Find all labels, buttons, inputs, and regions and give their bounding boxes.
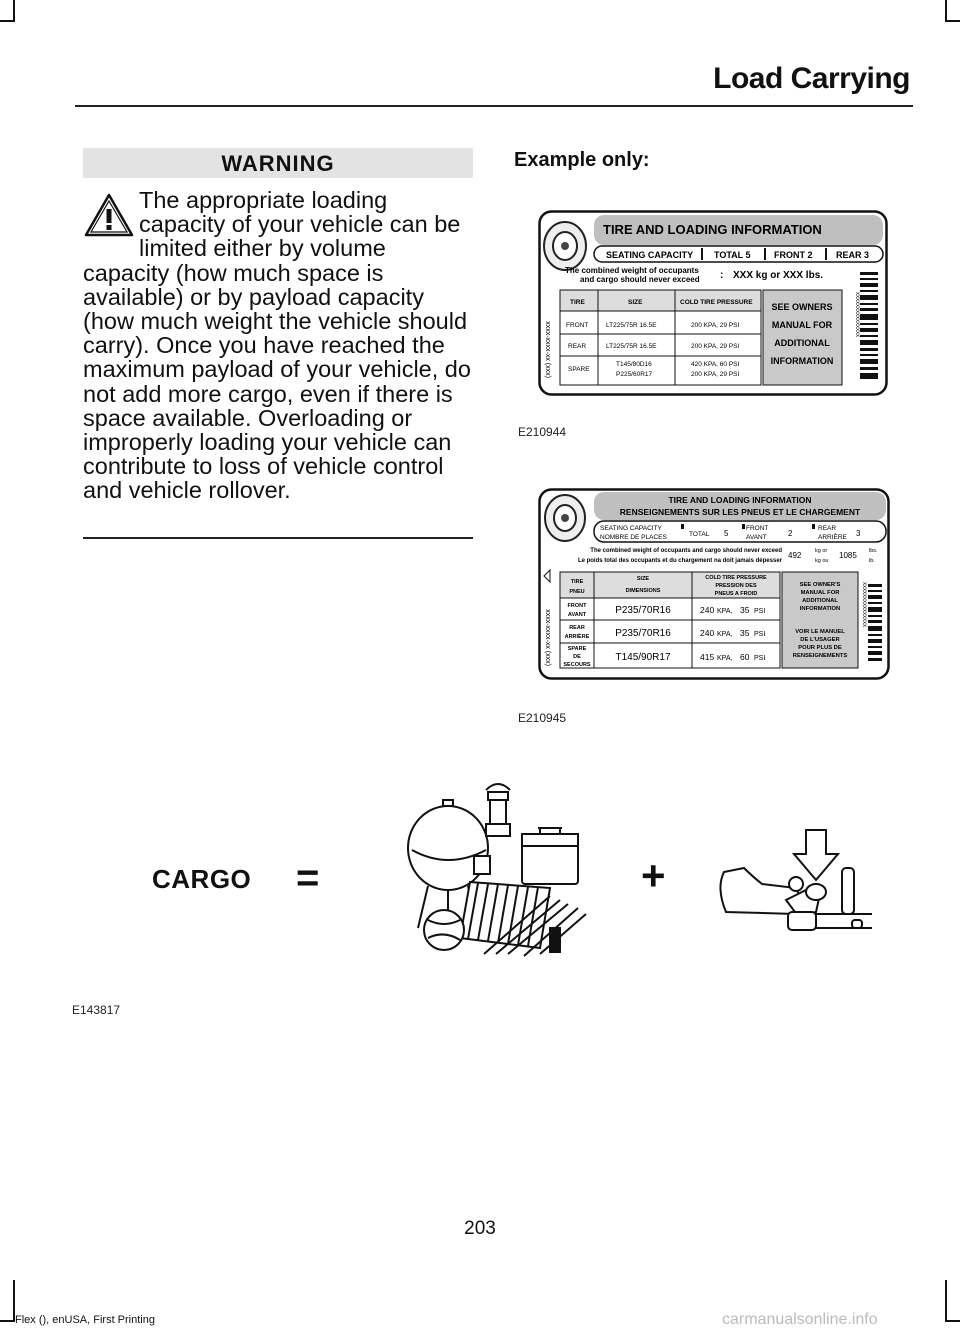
label1-combined-2: and cargo should never exceed [580, 275, 700, 284]
label2-combined-2: Le poids total des occupants et du chargement na doit jamais dépesser [577, 558, 782, 564]
label2-row-psi-unit: PSI [754, 655, 766, 662]
label2-lbs-1: lbs. [869, 548, 878, 554]
label2-row-kpa-unit: KPA, [717, 655, 733, 662]
label2-seating-1: SEATING CAPACITY [600, 525, 662, 532]
label2-row-tire: ARRIÈRE [564, 634, 590, 640]
watermark[interactable]: carmanualsonline.info [722, 1311, 878, 1328]
tire-icon [544, 222, 586, 270]
label2-head-size: DIMENSIONS [625, 588, 661, 594]
crop-mark [945, 0, 947, 22]
label2-row-psi: 35 [740, 628, 750, 638]
label1-rear: REAR 3 [836, 250, 870, 260]
warning-triangle-icon [83, 192, 135, 238]
label2-row-psi: 60 [740, 652, 750, 662]
label1-row-pressure: 420 KPA, 60 PSI [691, 361, 740, 368]
label2-see: INFORMATION [799, 606, 841, 612]
grill-grate-icon [460, 882, 550, 948]
label1-row-pressure: 200 KPA, 29 PSI [691, 371, 740, 378]
example-heading: Example only: [514, 149, 650, 171]
camping-gear-illustration [400, 778, 600, 960]
ball-icon [424, 910, 464, 950]
label2-kg-2: kg ou [815, 558, 829, 564]
label2-title-1: TIRE AND LOADING INFORMATION [668, 495, 812, 505]
label1-row-tire: SPARE [568, 366, 590, 373]
label2-kg: 492 [788, 551, 802, 560]
warning-text: The appropriate loading capacity of your vehicle can be limited either by volume capacity (how much space is available) or by payload capacity (how much weight the vehicle should carry). Once you have reached the maximum payload of your vehicle, do not add more cargo, even if there is space available. Overloading or improperly loading your vehicle can contribute to loss of vehicle control and vehicle rollover. [83, 187, 471, 504]
label2-row-tire: FRONT [567, 603, 587, 609]
label2-see: ADDITIONAL [802, 598, 838, 604]
label2-right-code: xxxxxxxxxxxxxxx [861, 582, 867, 627]
label2-lbs-2: lb. [869, 558, 875, 564]
cargo-word: CARGO [152, 864, 252, 894]
crop-mark [945, 1320, 960, 1322]
crop-mark [945, 20, 960, 22]
crop-mark [0, 20, 15, 22]
label1-right-code: xxxxxxxxxxxxxxx [854, 292, 860, 337]
label2-front-2: AVANT [746, 534, 767, 541]
label1-seating: SEATING CAPACITY [606, 250, 694, 260]
cooler-icon [522, 828, 578, 884]
label2-row-tire: SPARE [567, 646, 587, 652]
label1-head-pressure: COLD TIRE PRESSURE [680, 299, 753, 306]
label1-front: FRONT 2 [774, 250, 813, 260]
label1-row-tire: REAR [568, 343, 587, 350]
lantern-icon [486, 784, 510, 836]
label2-head-tire: TIRE [570, 579, 584, 585]
crop-mark [13, 0, 15, 22]
equals-sign: = [296, 856, 320, 900]
down-arrow-icon [794, 830, 838, 880]
label2-head-tire: PNEU [569, 589, 585, 595]
label2-row-psi-unit: PSI [754, 631, 766, 638]
label2-row-tire: DE [573, 654, 581, 660]
label1-row-pressure: 200 KPA, 29 PSI [691, 343, 740, 350]
label2-front-1: FRONT [746, 525, 769, 532]
label2-row-size: T145/90R17 [615, 652, 671, 663]
label2-combined-1: The combined weight of occupants and cargo should never exceed [590, 548, 782, 554]
label2-rear-value: 3 [856, 529, 861, 538]
label2-row-kpa-unit: KPA, [717, 608, 733, 615]
label2-total: TOTAL [689, 531, 710, 538]
passengers-seat-illustration [716, 828, 872, 944]
label2-row-size: P235/70R16 [615, 605, 671, 616]
label2-row-tire: REAR [569, 625, 585, 631]
label2-row-size: P235/70R16 [615, 628, 671, 639]
label2-voir: VOIR LE MANUEL [795, 629, 845, 635]
header-divider [75, 105, 913, 107]
label2-lbs: 1085 [839, 551, 857, 560]
label2-row-psi: 35 [740, 605, 750, 615]
label2-row-kpa: 240 [700, 628, 715, 638]
tire-icon [545, 495, 585, 541]
label1-colon: : [720, 270, 724, 281]
tire-loading-label-2 [538, 488, 890, 680]
warning-heading: WARNING [83, 148, 473, 178]
image-code: E143817 [72, 1003, 121, 1017]
label1-row-size: T145/80D16 [616, 361, 652, 368]
label2-head-pressure: PNEUS A FROID [714, 591, 758, 597]
image-code: E210944 [518, 425, 567, 439]
warning-divider [83, 537, 473, 539]
label2-total-value: 5 [724, 529, 729, 538]
crop-mark [945, 1280, 947, 1322]
label2-row-kpa: 415 [700, 652, 715, 662]
label1-total: TOTAL 5 [714, 250, 751, 260]
label2-voir: POUR PLUS DE [798, 645, 842, 651]
label2-head-pressure: PRESSION DES [715, 583, 757, 589]
label1-row-size: P225/60R17 [616, 371, 653, 378]
page-title: Load Carrying [713, 62, 910, 95]
label1-head-tire: TIRE [570, 299, 585, 306]
person-icon [786, 877, 826, 930]
label1-see: INFORMATION [770, 356, 834, 366]
label2-head-size: SIZE [636, 576, 650, 582]
label2-title-2: RENSEIGNEMENTS SUR LES PNEUS ET LE CHARGEMENT [619, 507, 861, 517]
label2-rear-2: ARRIÈRE [818, 534, 847, 541]
label1-head-size: SIZE [628, 299, 643, 306]
image-code: E210945 [518, 711, 567, 725]
label2-row-psi-unit: PSI [754, 608, 766, 615]
label2-seating-2: NOMBRE DE PLACES [600, 534, 667, 541]
label2-side-code: (xxx) xx-xxxx-xxxx [545, 609, 552, 666]
label1-title: TIRE AND LOADING INFORMATION [603, 222, 822, 237]
label1-row-pressure: 200 KPA, 29 PSI [691, 322, 740, 329]
label1-row-tire: FRONT [566, 322, 589, 329]
label2-kg-1: kg or [815, 548, 828, 554]
label2-voir: DE L'USAGER [800, 637, 840, 643]
label2-see: SEE OWNER'S [799, 582, 841, 588]
label2-head-pressure: COLD TIRE PRESSURE [705, 575, 767, 581]
tire-loading-label-1 [538, 210, 888, 396]
label2-row-tire: SECOURS [563, 662, 591, 668]
crop-mark [0, 1320, 15, 1322]
label2-row-tire: AVANT [567, 612, 587, 618]
label2-row-kpa-unit: KPA, [717, 631, 733, 638]
page-number: 203 [464, 1218, 496, 1239]
label2-rear-1: REAR [818, 525, 837, 532]
label1-see: ADDITIONAL [774, 338, 830, 348]
warning-body [83, 188, 475, 503]
label2-front-value: 2 [788, 529, 793, 538]
label1-weight: XXX kg or XXX lbs. [733, 270, 824, 281]
label1-row-size: LT225/75R 16.5E [606, 322, 657, 329]
plus-sign: + [641, 852, 666, 899]
label1-side-code: (xxx) xx-xxxx-xxxx [545, 321, 552, 378]
label2-row-kpa: 240 [700, 605, 715, 615]
label1-combined-1: The combined weight of occupants [565, 266, 699, 275]
label2-voir: RENSEIGNEMENTS [792, 653, 848, 659]
label2-see: MANUAL FOR [800, 590, 840, 596]
label1-see: SEE OWNERS [771, 302, 833, 312]
footer-text: Flex (), enUSA, First Printing [15, 1314, 155, 1326]
label1-see: MANUAL FOR [771, 320, 833, 330]
label1-row-size: LT225/75R 16.5E [606, 343, 657, 350]
